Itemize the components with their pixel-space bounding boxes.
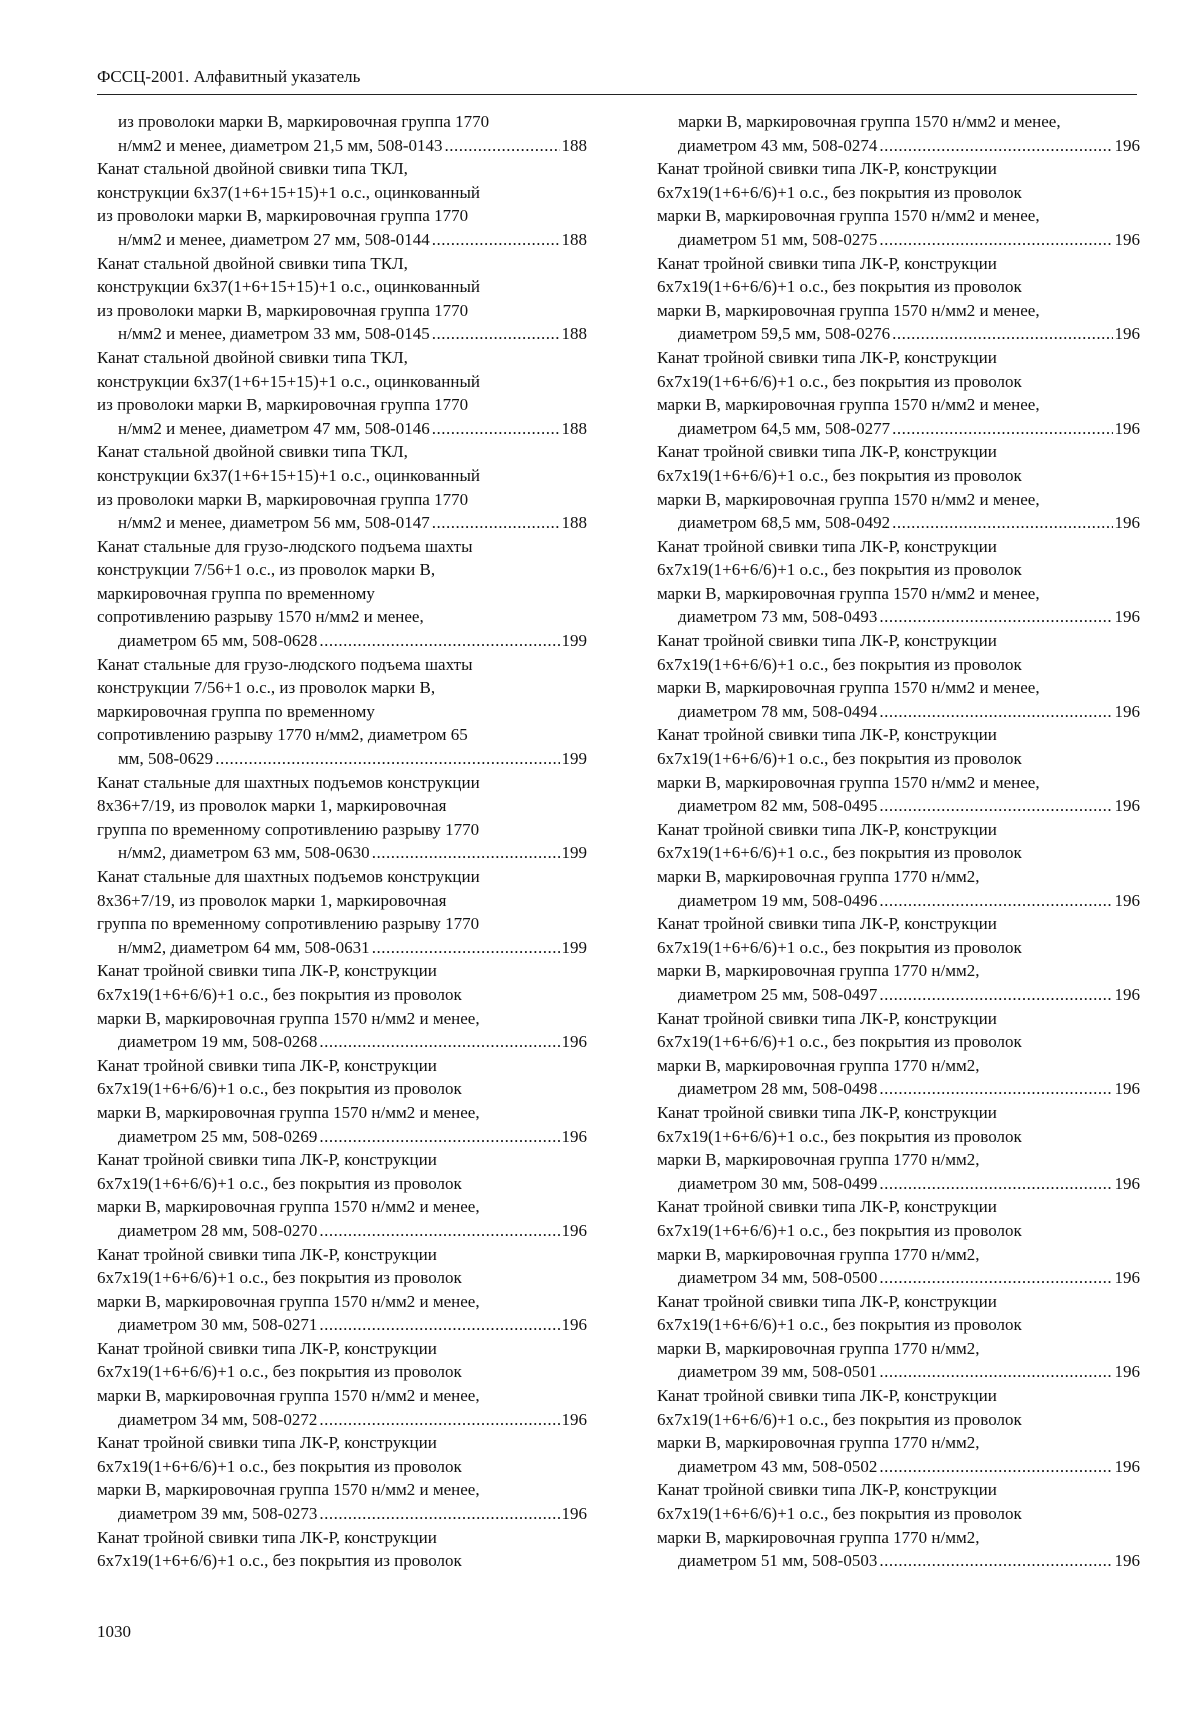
dot-leader bbox=[215, 747, 559, 771]
entry-text-line: марки В, маркировочная группа 1770 н/мм2, bbox=[657, 1150, 980, 1170]
entry-text-line: диаметром 43 мм, 508-0502 bbox=[678, 1456, 878, 1476]
entry-page-number: 199 bbox=[561, 749, 587, 769]
entry-page-number: 196 bbox=[1114, 324, 1140, 344]
index-entry-last-line bbox=[118, 417, 587, 441]
index-entry-continued bbox=[657, 110, 1140, 157]
index-entry bbox=[657, 912, 1140, 1006]
entry-text-line: Канат тройной свивки типа ЛК-Р, конструкции bbox=[97, 1527, 437, 1547]
entry-text-line: н/мм2 и менее, диаметром 21,5 мм, 508-0143 bbox=[118, 135, 443, 155]
index-entry bbox=[97, 959, 587, 1053]
index-entry-last-line bbox=[678, 1172, 1140, 1196]
entry-page-number: 188 bbox=[561, 135, 587, 155]
entry-text-line: сопротивлению разрыву 1570 н/мм2 и менее, bbox=[97, 607, 424, 627]
dot-leader bbox=[319, 1502, 559, 1526]
entry-text-line: Канат стальной двойной свивки типа ТКЛ, bbox=[97, 253, 408, 273]
entry-page-number: 196 bbox=[1114, 1079, 1140, 1099]
entry-text-line: диаметром 30 мм, 508-0271 bbox=[118, 1315, 318, 1335]
entry-text-line: диаметром 39 мм, 508-0273 bbox=[118, 1504, 318, 1524]
entry-text-line: Канат тройной свивки типа ЛК-Р, конструкции bbox=[97, 1338, 437, 1358]
entry-text-line: 6х7х19(1+6+6/6)+1 о.с., без покрытия из проволок bbox=[97, 1551, 462, 1571]
entry-text-line: диаметром 51 мм, 508-0503 bbox=[678, 1551, 878, 1571]
entry-text-line: марки В, маркировочная группа 1570 н/мм2 и менее, bbox=[97, 1291, 480, 1311]
index-entry bbox=[657, 1101, 1140, 1195]
index-entry bbox=[657, 440, 1140, 534]
entry-text-line: марки В, маркировочная группа 1570 н/мм2 и менее, bbox=[678, 112, 1061, 131]
entry-page-number: 196 bbox=[1114, 607, 1140, 627]
dot-leader bbox=[432, 322, 560, 346]
dot-leader bbox=[445, 134, 560, 158]
entry-text-line: группа по временному сопротивлению разрыву 1770 bbox=[97, 914, 480, 934]
entry-page-number: 196 bbox=[1114, 1551, 1140, 1571]
entry-text-line: Канат тройной свивки типа ЛК-Р, конструкции bbox=[657, 1480, 997, 1500]
dot-leader bbox=[319, 1125, 559, 1149]
entry-text-line: марки В, маркировочная группа 1570 н/мм2 и менее, bbox=[657, 395, 1040, 415]
entry-text-line: конструкции 6х37(1+6+15+15)+1 о.с., оцинкованный bbox=[97, 182, 480, 202]
index-entry bbox=[657, 1007, 1140, 1101]
entry-text-line: марки В, маркировочная группа 1770 н/мм2, bbox=[657, 867, 980, 886]
entry-text-line: из проволоки марки В, маркировочная группа 1770 bbox=[97, 206, 469, 226]
index-entry bbox=[657, 1290, 1140, 1384]
entry-text-line: 6х7х19(1+6+6/6)+1 о.с., без покрытия из проволок bbox=[657, 1220, 1022, 1240]
index-entry-last-line bbox=[678, 889, 1140, 913]
index-entry-last-line bbox=[118, 322, 587, 346]
entry-text-line: Канат тройной свивки типа ЛК-Р, конструкции bbox=[657, 1291, 997, 1311]
entry-page-number: 199 bbox=[561, 631, 587, 651]
entry-page-number: 196 bbox=[1114, 701, 1140, 721]
entry-text-line: диаметром 34 мм, 508-0500 bbox=[678, 1268, 878, 1288]
index-entry-last-line bbox=[118, 511, 587, 535]
dot-leader bbox=[432, 417, 560, 441]
entry-text-line: 6х7х19(1+6+6/6)+1 о.с., без покрытия из проволок bbox=[97, 1173, 462, 1193]
entry-text-line: марки В, маркировочная группа 1570 н/мм2 и менее, bbox=[657, 206, 1040, 226]
index-entry-last-line bbox=[118, 747, 587, 771]
index-entry-last-line bbox=[678, 605, 1140, 629]
entry-page-number: 188 bbox=[561, 513, 587, 533]
index-entry-last-line bbox=[118, 1408, 587, 1432]
index-entry bbox=[97, 771, 587, 865]
dot-leader bbox=[879, 1455, 1112, 1479]
dot-leader bbox=[892, 511, 1112, 535]
entry-text-line: Канат тройной свивки типа ЛК-Р, конструкции bbox=[97, 1244, 437, 1264]
entry-page-number: 196 bbox=[561, 1126, 587, 1146]
entry-text-line: Канат тройной свивки типа ЛК-Р, конструкции bbox=[657, 1197, 997, 1217]
entry-text-line: Канат тройной свивки типа ЛК-Р, конструкции bbox=[657, 1386, 997, 1406]
dot-leader bbox=[879, 1266, 1112, 1290]
entry-text-line: 6х7х19(1+6+6/6)+1 о.с., без покрытия из проволок bbox=[657, 843, 1022, 863]
entry-text-line: 6х7х19(1+6+6/6)+1 о.с., без покрытия из проволок bbox=[657, 1126, 1022, 1146]
dot-leader bbox=[319, 1219, 559, 1243]
index-entry bbox=[657, 1384, 1140, 1478]
index-entry-last-line bbox=[118, 1502, 587, 1526]
entry-text-line: диаметром 64,5 мм, 508-0277 bbox=[678, 418, 891, 438]
dot-leader bbox=[879, 605, 1112, 629]
entry-text-line: Канат стальные для грузо-людского подъема шахты bbox=[97, 654, 473, 674]
entry-text-line: н/мм2 и менее, диаметром 27 мм, 508-0144 bbox=[118, 229, 430, 249]
entry-text-line: Канат тройной свивки типа ЛК-Р, конструкции bbox=[657, 631, 997, 651]
index-entry bbox=[97, 1243, 587, 1337]
entry-text-line: 6х7х19(1+6+6/6)+1 о.с., без покрытия из проволок bbox=[657, 182, 1022, 202]
entry-page-number: 199 bbox=[561, 843, 587, 863]
entry-page-number: 196 bbox=[1114, 229, 1140, 249]
page-header bbox=[97, 68, 1137, 95]
index-entry-last-line bbox=[118, 1125, 587, 1149]
entry-text-line: 6х7х19(1+6+6/6)+1 о.с., без покрытия из проволок bbox=[657, 1315, 1022, 1335]
index-entry-last-line bbox=[678, 417, 1140, 441]
index-entry bbox=[97, 1054, 587, 1148]
entry-page-number: 196 bbox=[1114, 984, 1140, 1004]
entry-text-line: диаметром 19 мм, 508-0268 bbox=[118, 1032, 318, 1052]
entry-page-number: 196 bbox=[1114, 796, 1140, 816]
entry-text-line: 6х7х19(1+6+6/6)+1 о.с., без покрытия из проволок bbox=[657, 371, 1022, 391]
entry-text-line: Канат тройной свивки типа ЛК-Р, конструкции bbox=[657, 1102, 997, 1122]
index-entry bbox=[657, 723, 1140, 817]
entry-text-line: диаметром 68,5 мм, 508-0492 bbox=[678, 513, 891, 533]
entry-text-line: из проволоки марки В, маркировочная группа 1770 bbox=[97, 395, 469, 415]
dot-leader bbox=[879, 1172, 1112, 1196]
index-entry bbox=[97, 865, 587, 959]
index-entry-last-line bbox=[118, 1313, 587, 1337]
entry-text-line: диаметром 34 мм, 508-0272 bbox=[118, 1409, 318, 1429]
entry-text-line: 6х7х19(1+6+6/6)+1 о.с., без покрытия из проволок bbox=[657, 1032, 1022, 1052]
entry-page-number: 196 bbox=[1114, 418, 1140, 438]
entry-page-number: 196 bbox=[1114, 1362, 1140, 1382]
index-entry bbox=[97, 1431, 587, 1525]
dot-leader bbox=[879, 134, 1112, 158]
entry-text-line: Канат тройной свивки типа ЛК-Р, конструкции bbox=[97, 1055, 437, 1075]
entry-text-line: Канат стальные для шахтных подъемов конструкции bbox=[97, 867, 480, 886]
entry-text-line: н/мм2, диаметром 64 мм, 508-0631 bbox=[118, 937, 370, 957]
entry-page-number: 196 bbox=[1114, 513, 1140, 533]
index-entry-last-line bbox=[678, 134, 1140, 158]
dot-leader bbox=[879, 1549, 1112, 1573]
entry-page-number: 196 bbox=[561, 1315, 587, 1335]
entry-text-line: Канат стальной двойной свивки типа ТКЛ, bbox=[97, 347, 408, 367]
entry-text-line: Канат тройной свивки типа ЛК-Р, конструкции bbox=[657, 914, 997, 934]
index-entry-continued bbox=[97, 110, 587, 157]
entry-text-line: мм, 508-0629 bbox=[118, 749, 214, 769]
index-entry bbox=[657, 346, 1140, 440]
index-entry-last-line bbox=[118, 841, 587, 865]
dot-leader bbox=[319, 1030, 559, 1054]
index-entry bbox=[97, 535, 587, 653]
index-entry bbox=[97, 346, 587, 440]
entry-text-line: из проволоки марки В, маркировочная группа 1770 bbox=[97, 300, 469, 320]
dot-leader bbox=[319, 1408, 559, 1432]
entry-page-number: 188 bbox=[561, 418, 587, 438]
index-entry bbox=[657, 629, 1140, 723]
entry-text-line: марки В, маркировочная группа 1770 н/мм2, bbox=[657, 1055, 980, 1075]
index-entry-last-line bbox=[118, 1030, 587, 1054]
entry-text-line: марки В, маркировочная группа 1770 н/мм2, bbox=[657, 1244, 980, 1264]
entry-text-line: Канат тройной свивки типа ЛК-Р, конструкции bbox=[97, 1433, 437, 1453]
entry-text-line: марки В, маркировочная группа 1770 н/мм2, bbox=[657, 1527, 980, 1547]
index-entry bbox=[97, 1148, 587, 1242]
index-entry-last-line bbox=[118, 629, 587, 653]
entry-text-line: 6х7х19(1+6+6/6)+1 о.с., без покрытия из проволок bbox=[97, 984, 462, 1004]
entry-text-line: Канат тройной свивки типа ЛК-Р, конструкции bbox=[657, 347, 997, 367]
entry-text-line: марки В, маркировочная группа 1570 н/мм2 и менее, bbox=[97, 1386, 480, 1406]
entry-text-line: 6х7х19(1+6+6/6)+1 о.с., без покрытия из проволок bbox=[657, 277, 1022, 297]
index-column-right bbox=[657, 110, 1140, 1573]
entry-text-line: марки В, маркировочная группа 1570 н/мм2 и менее, bbox=[657, 489, 1040, 509]
entry-text-line: диаметром 19 мм, 508-0496 bbox=[678, 890, 878, 910]
entry-text-line: из проволоки марки В, маркировочная группа 1770 bbox=[118, 112, 490, 131]
entry-text-line: Канат тройной свивки типа ЛК-Р, конструкции bbox=[657, 725, 997, 745]
entry-page-number: 196 bbox=[561, 1504, 587, 1524]
page-number: 1030 bbox=[97, 1622, 131, 1641]
entry-text-line: сопротивлению разрыву 1770 н/мм2, диаметром 65 bbox=[97, 725, 468, 745]
dot-leader bbox=[879, 228, 1112, 252]
entry-text-line: диаметром 28 мм, 508-0270 bbox=[118, 1220, 318, 1240]
index-entry-last-line bbox=[678, 322, 1140, 346]
entry-page-number: 196 bbox=[561, 1220, 587, 1240]
entry-text-line: конструкции 7/56+1 о.с., из проволок марки В, bbox=[97, 560, 436, 580]
dot-leader bbox=[879, 983, 1112, 1007]
entry-page-number: 196 bbox=[561, 1032, 587, 1052]
entry-page-number: 196 bbox=[1114, 1173, 1140, 1193]
entry-text-line: 6х7х19(1+6+6/6)+1 о.с., без покрытия из проволок bbox=[97, 1456, 462, 1476]
entry-page-number: 199 bbox=[561, 937, 587, 957]
entry-text-line: марки В, маркировочная группа 1570 н/мм2 и менее, bbox=[657, 583, 1040, 603]
dot-leader bbox=[879, 700, 1112, 724]
index-entry-last-line bbox=[678, 1455, 1140, 1479]
entry-text-line: диаметром 25 мм, 508-0497 bbox=[678, 984, 878, 1004]
entry-text-line: Канат стальной двойной свивки типа ТКЛ, bbox=[97, 159, 408, 179]
entry-text-line: марки В, маркировочная группа 1570 н/мм2 и менее, bbox=[657, 772, 1040, 792]
entry-text-line: 6х7х19(1+6+6/6)+1 о.с., без покрытия из проволок bbox=[657, 465, 1022, 485]
entry-text-line: конструкции 6х37(1+6+15+15)+1 о.с., оцинкованный bbox=[97, 277, 480, 297]
entry-text-line: диаметром 59,5 мм, 508-0276 bbox=[678, 324, 891, 344]
entry-text-line: н/мм2 и менее, диаметром 33 мм, 508-0145 bbox=[118, 324, 430, 344]
entry-text-line: конструкции 6х37(1+6+15+15)+1 о.с., оцинкованный bbox=[97, 465, 480, 485]
index-entry-last-line bbox=[118, 134, 587, 158]
index-entry-last-line bbox=[678, 1549, 1140, 1573]
entry-text-line: марки В, маркировочная группа 1770 н/мм2, bbox=[657, 1338, 980, 1358]
entry-page-number: 196 bbox=[1114, 1268, 1140, 1288]
entry-text-line: Канат тройной свивки типа ЛК-Р, конструкции bbox=[657, 819, 997, 839]
header-title: ФССЦ-2001. Алфавитный указатель bbox=[97, 67, 361, 86]
dot-leader bbox=[319, 1313, 559, 1337]
index-entry bbox=[657, 818, 1140, 912]
dot-leader bbox=[892, 322, 1112, 346]
index-entry bbox=[97, 1526, 587, 1573]
index-entry-last-line bbox=[118, 228, 587, 252]
entry-text-line: Канат стальной двойной свивки типа ТКЛ, bbox=[97, 442, 408, 462]
entry-page-number: 196 bbox=[1114, 135, 1140, 155]
entry-text-line: диаметром 65 мм, 508-0628 bbox=[118, 631, 318, 651]
entry-text-line: марки В, маркировочная группа 1570 н/мм2 и менее, bbox=[97, 1102, 480, 1122]
index-entry bbox=[657, 157, 1140, 251]
index-entry bbox=[657, 535, 1140, 629]
entry-text-line: 6х7х19(1+6+6/6)+1 о.с., без покрытия из проволок bbox=[657, 749, 1022, 769]
dot-leader bbox=[372, 936, 560, 960]
entry-text-line: из проволоки марки В, маркировочная группа 1770 bbox=[97, 489, 469, 509]
entry-text-line: маркировочная группа по временному bbox=[97, 583, 375, 603]
entry-text-line: диаметром 73 мм, 508-0493 bbox=[678, 607, 878, 627]
entry-text-line: Канат тройной свивки типа ЛК-Р, конструкции bbox=[97, 1150, 437, 1170]
entry-text-line: диаметром 43 мм, 508-0274 bbox=[678, 135, 878, 155]
entry-text-line: диаметром 51 мм, 508-0275 bbox=[678, 229, 878, 249]
entry-text-line: диаметром 78 мм, 508-0494 bbox=[678, 701, 878, 721]
entry-text-line: 6х7х19(1+6+6/6)+1 о.с., без покрытия из проволок bbox=[657, 1409, 1022, 1429]
entry-text-line: конструкции 7/56+1 о.с., из проволок марки В, bbox=[97, 678, 436, 698]
entry-page-number: 196 bbox=[1114, 1456, 1140, 1476]
entry-text-line: маркировочная группа по временному bbox=[97, 701, 375, 721]
entry-text-line: 6х7х19(1+6+6/6)+1 о.с., без покрытия из проволок bbox=[657, 937, 1022, 957]
entry-text-line: марки В, маркировочная группа 1570 н/мм2 и менее, bbox=[657, 678, 1040, 698]
index-entry bbox=[97, 653, 587, 771]
entry-text-line: марки В, маркировочная группа 1570 н/мм2 и менее, bbox=[657, 300, 1040, 320]
entry-text-line: Канат тройной свивки типа ЛК-Р, конструкции bbox=[657, 1008, 997, 1028]
entry-text-line: конструкции 6х37(1+6+15+15)+1 о.с., оцинкованный bbox=[97, 371, 480, 391]
index-entry bbox=[97, 157, 587, 251]
index-entry-last-line bbox=[678, 1360, 1140, 1384]
index-entry-last-line bbox=[118, 1219, 587, 1243]
entry-text-line: 6х7х19(1+6+6/6)+1 о.с., без покрытия из проволок bbox=[97, 1079, 462, 1099]
entry-text-line: диаметром 28 мм, 508-0498 bbox=[678, 1079, 878, 1099]
entry-text-line: 6х7х19(1+6+6/6)+1 о.с., без покрытия из проволок bbox=[657, 560, 1022, 580]
entry-text-line: диаметром 25 мм, 508-0269 bbox=[118, 1126, 318, 1146]
index-entry bbox=[97, 440, 587, 534]
entry-text-line: марки В, маркировочная группа 1770 н/мм2, bbox=[657, 1433, 980, 1453]
entry-text-line: марки В, маркировочная группа 1570 н/мм2 и менее, bbox=[97, 1197, 480, 1217]
index-entry-last-line bbox=[118, 936, 587, 960]
dot-leader bbox=[892, 417, 1112, 441]
dot-leader bbox=[879, 1077, 1112, 1101]
dot-leader bbox=[879, 889, 1112, 913]
entry-text-line: Канат тройной свивки типа ЛК-Р, конструкции bbox=[657, 536, 997, 556]
index-entry bbox=[657, 1195, 1140, 1289]
entry-text-line: 8х36+7/19, из проволок марки 1, маркировочная bbox=[97, 890, 447, 910]
entry-text-line: н/мм2 и менее, диаметром 56 мм, 508-0147 bbox=[118, 513, 430, 533]
entry-text-line: диаметром 82 мм, 508-0495 bbox=[678, 796, 878, 816]
index-entry-last-line bbox=[678, 794, 1140, 818]
dot-leader bbox=[879, 1360, 1112, 1384]
index-entry bbox=[97, 252, 587, 346]
entry-page-number: 196 bbox=[1114, 890, 1140, 910]
index-entry-last-line bbox=[678, 511, 1140, 535]
entry-text-line: 6х7х19(1+6+6/6)+1 о.с., без покрытия из проволок bbox=[97, 1268, 462, 1288]
entry-text-line: Канат тройной свивки типа ЛК-Р, конструкции bbox=[97, 961, 437, 981]
entry-text-line: марки В, маркировочная группа 1570 н/мм2 и менее, bbox=[97, 1480, 480, 1500]
dot-leader bbox=[432, 511, 560, 535]
entry-text-line: 6х7х19(1+6+6/6)+1 о.с., без покрытия из проволок bbox=[657, 1504, 1022, 1524]
entry-text-line: 6х7х19(1+6+6/6)+1 о.с., без покрытия из проволок bbox=[97, 1362, 462, 1382]
index-column-left bbox=[97, 110, 587, 1573]
dot-leader bbox=[432, 228, 560, 252]
dot-leader bbox=[879, 794, 1112, 818]
entry-text-line: н/мм2 и менее, диаметром 47 мм, 508-0146 bbox=[118, 418, 430, 438]
index-entry bbox=[657, 252, 1140, 346]
entry-page-number: 188 bbox=[561, 229, 587, 249]
entry-text-line: марки В, маркировочная группа 1770 н/мм2, bbox=[657, 961, 980, 981]
entry-text-line: Канат тройной свивки типа ЛК-Р, конструкции bbox=[657, 442, 997, 462]
dot-leader bbox=[319, 629, 559, 653]
entry-text-line: Канат тройной свивки типа ЛК-Р, конструкции bbox=[657, 253, 997, 273]
entry-text-line: 8х36+7/19, из проволок марки 1, маркировочная bbox=[97, 796, 447, 816]
index-entry bbox=[97, 1337, 587, 1431]
dot-leader bbox=[372, 841, 560, 865]
index-entry-last-line bbox=[678, 228, 1140, 252]
index-entry bbox=[657, 1478, 1140, 1572]
entry-page-number: 188 bbox=[561, 324, 587, 344]
entry-text-line: группа по временному сопротивлению разрыву 1770 bbox=[97, 819, 480, 839]
index-entry-last-line bbox=[678, 983, 1140, 1007]
entry-text-line: н/мм2, диаметром 63 мм, 508-0630 bbox=[118, 843, 370, 863]
entry-text-line: Канат стальные для грузо-людского подъема шахты bbox=[97, 536, 473, 556]
index-entry-last-line bbox=[678, 1077, 1140, 1101]
index-entry-last-line bbox=[678, 1266, 1140, 1290]
entry-text-line: 6х7х19(1+6+6/6)+1 о.с., без покрытия из проволок bbox=[657, 654, 1022, 674]
entry-text-line: Канат стальные для шахтных подъемов конструкции bbox=[97, 772, 480, 792]
entry-text-line: марки В, маркировочная группа 1570 н/мм2 и менее, bbox=[97, 1008, 480, 1028]
index-entry-last-line bbox=[678, 700, 1140, 724]
entry-text-line: Канат тройной свивки типа ЛК-Р, конструкции bbox=[657, 159, 997, 179]
entry-text-line: диаметром 39 мм, 508-0501 bbox=[678, 1362, 878, 1382]
entry-page-number: 196 bbox=[561, 1409, 587, 1429]
entry-text-line: диаметром 30 мм, 508-0499 bbox=[678, 1173, 878, 1193]
